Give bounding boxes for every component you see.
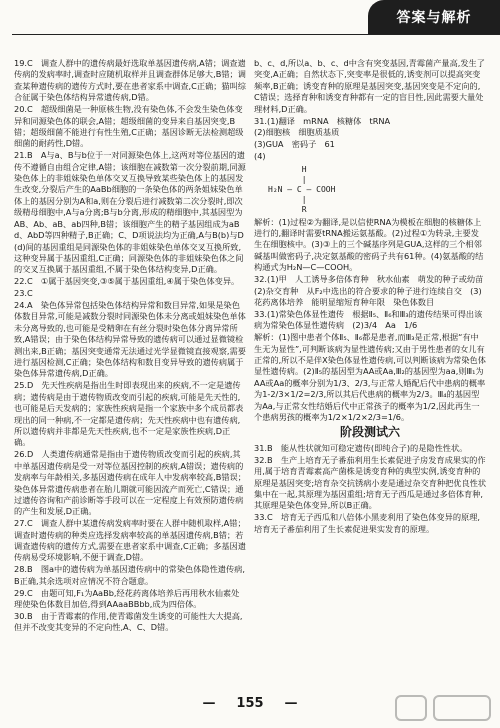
formula-line: | — [268, 174, 307, 184]
answer-paragraph: 33.C 培育无子西瓜和八倍体小黑麦利用了染色体变异的原理,培育无子番茄利用了生长素促进果实发育的原理。 — [254, 512, 481, 534]
section-title: 阶段测试六 — [339, 425, 400, 440]
formula-line: H₂N — C — COOH — [268, 184, 336, 194]
answer-paragraph: 28.B 图a中的遗传病为单基因遗传病中的常染色体隐性遗传病,B正确,其余选项对应情况不符合题意。 — [14, 564, 245, 586]
formula-line: R — [268, 204, 307, 214]
answer-paragraph: 26.D 人类遗传病通常是指由于遗传物质改变而引起的疾病,其中单基因遗传病是受一对等位基因控制的疾病,A错误；遗传病的发病率与年龄相关,多基因遗传病在成年人中发病率较高,B错误；染色体异常遗传病患者在胎儿期就可能因流产而死亡,C错误；通过遗传咨询和产前诊断等手段可以在一定程度上有效预防遗传病的产生和发展,D正确。 — [14, 449, 246, 517]
right-paragraphs-top — [254, 58, 486, 151]
answer-paragraph: 29.C 由题可知,F₁为AaBb,经花药离体培养后再用秋水仙素处理使染色体数目加倍,得到AAaaBBbb,成为四倍体。 — [14, 587, 240, 610]
answer-paragraph: 19.C 调查人群中的遗传病最好选取单基因遗传病,A错；调查遗传病的发病率时,调查时应随机取样并且调查群体足够大,B错；调查某种遗传病的遗传方式时,要在患者家系中调查,C正确；猫叫综合征属于染色体结构异常遗传病,D错。 — [14, 58, 246, 103]
formula-line: H — [268, 164, 307, 174]
answer-paragraph: 解析：(1)图中患者个体Ⅱ₅、Ⅱ₆都是患者,而Ⅲ₃是正常,根据“有中生无为显性”,可判断该病为显性遗传病;又由于男性患者的女儿有正常的,所以不是伴X染色体显性遗传病,可以判断该病为常染色体显性遗传病。(2)Ⅱ₅的基因型为AA或Aa,Ⅲ₂的基因型为aa,则Ⅲ₁为AA或Aa的概率分别为1/3、2/3,与正常人婚配后代中患病的概率为1-2/3×1/2=2/3,所以其后代患病的概率为2/3。Ⅲ₄的基因型为Aa,与正常女性结婚后代中正常孩子的概率为1/2,因此再生一个患病男孩的概率为1/2×1/2×2/3=1/6。 — [254, 332, 486, 423]
answer-paragraph: 32.(1)甲 人工诱导多倍体育种 秋水仙素 萌发的种子或幼苗 (2)杂交育种 从F₂中选出的符合要求的种子进行连续自交 (3)花药离体培养 能明显缩短育种年限 染色体数目 — [254, 274, 492, 307]
header-title: 答案与解析 — [368, 0, 500, 34]
page-number: — 155 — — [202, 696, 298, 711]
right-paragraphs-bottom — [254, 216, 492, 535]
answer-paragraph: (3)GUA 密码子 61 — [254, 139, 335, 150]
answer-paragraph: 27.C 调查人群中某遗传病发病率时要在人群中随机取样,A错；调查时遗传病的种类应选择发病率较高的单基因遗传病,B错；若调查遗传病的遗传方式,需要在患者家系中调查,C正确；多基因遗传病易受环境影响,不便于调查,D错。 — [14, 518, 246, 563]
answer-paragraph: 24.A 染色体异常包括染色体结构异常和数目异常,如果是染色体数目异常,可能是减数分裂时同源染色体未分离或姐妹染色单体未分离导致的,也可能是受精卵在有丝分裂时染色体分离异常所致,A错误；由于染色体结构异常导致的遗传病可以通过显微镜检测出来,B正确；基因突变通常无法通过光学显微镜直接观察,需要进行基因检测,C正确；染色体结构和数目变异导致的遗传病属于染色体异常遗传病,D正确。 — [14, 300, 246, 379]
answer-paragraph: (2)细胞核 细胞质基质 — [254, 127, 340, 138]
answer-paragraph: 解析：(1)过程②为翻译,是以信使RNA为模板在细胞的核糖体上进行的,翻译时需要tRNA搬运氨基酸。(2)过程①为转录,主要发生在细胞核中。(3)③上的三个碱基序列是GUA,这样的三个相邻碱基叫做密码子,决定氨基酸的密码子共有61种。(4)氨基酸的结构通式为H₂N—C—COOH。 — [254, 216, 484, 273]
answer-paragraph: 31.B 能从性状就知可稳定遗传(即纯合子)的是隐性性状。 — [254, 442, 468, 453]
answer-paragraph: b、c、d,所以a、b、c、d中含有突变基因,青霉菌产量高,发生了突变,A正确；自然状态下,突变率是很低的,诱变剂可以提高突变频率,B正确；诱变育种的原理是基因突变,基因突变是不定向的,C错误；选择育种和诱变育种都有一定的盲目性,因此需要大量处理材料,D正确。 — [254, 58, 485, 114]
answer-paragraph: 30.B 由于青霉素的作用,使青霉菌发生诱变的可能性大大提高,但并不改变其变异的不定向性,A、C、D错。 — [14, 611, 243, 633]
formula-label: (4) — [254, 151, 266, 162]
answer-paragraph: 21.B A与a、B与b位于一对同源染色体上,这两对等位基因的遗传不遵循自由组合定律,A错；该细胞在减数第一次分裂前期,同源染色体上的非姐妹染色单体交叉互换导致某些染色体上的基因发生改变,分裂后产生的AaBb细胞的一条染色体的两条姐妹染色单体上的基因分别为A和a,则在分裂后进行减数第二次分裂时,即次级精母细胞中,A与a分离;B与b分离,形成的精细胞中,其基因型为AB、Ab、aB、ab四种,B错；该细胞产生的精子基因组成为aBd、AbD等四种精子,B正确；C、D项说法均为正确,A与B(b)与D(d)间的基因重组是同源染色体的非姐妹染色单体交叉互换所致,这种变异属于基因重组,C正确；同源染色体的非姐妹染色体之间的交叉互换属于基因重组,不属于染色体结构变异,D正确。 — [14, 150, 246, 275]
amino-acid-formula — [268, 165, 486, 215]
page-header — [12, 0, 500, 35]
answer-paragraph: 32.B 生产上培育无子番茄利用生长素促进子房发育成果实的作用,属于培育青霉素高产菌株是诱变育种的典型实例,诱变育种的原理是基因突变;培育杂交抗锈病小麦是通过杂交育种把优良性状集中在一起,其原理为基因重组;培育无子西瓜是通过多倍体育种,其原理是染色体变异,所以B正确。 — [254, 454, 487, 511]
answer-paragraph: 25.D 先天性疾病是指出生时即表现出来的疾病,不一定是遗传病；遗传病是由于遗传物质改变而引起的疾病,可能是先天性的,也可能是后天发病的；家族性疾病是指一个家族中多个成员都表现出的同一种病,不一定都是遗传病；先天性疾病中也有遗传病,所以遗传病并非都是先天性疾病,也不一定是家族性疾病,D正确。 — [14, 380, 244, 448]
answer-paragraph: 33.(1)常染色体显性遗传 根据Ⅱ₅、Ⅱ₆和Ⅲ₃的遗传结果可得出该病为常染色体显性遗传病 (2)3/4 Aa 1/6 — [254, 308, 483, 331]
page-number-value: 155 — [236, 696, 264, 711]
watermark-logo — [394, 692, 494, 724]
answer-paragraph: 22.C ①属于基因突变,③⑤属于基因重组,④属于染色体变异。 — [14, 276, 240, 287]
left-column — [14, 58, 246, 634]
formula-line: | — [268, 194, 307, 204]
answer-paragraph: 23.C — [14, 288, 33, 299]
answer-paragraph: 31.(1)翻译 mRNA 核糖体 tRNA — [254, 115, 391, 126]
right-column — [254, 58, 492, 536]
answer-paragraph: 20.C 超级细菌是一种原核生物,没有染色体,不会发生染色体变异和同源染色体的联会,A错；超级细菌的变异来自基因突变,B错；超级细菌不能进行有性生殖,C正确；基因诊断无法检测超级细菌的耐药性,D错。 — [14, 104, 244, 149]
